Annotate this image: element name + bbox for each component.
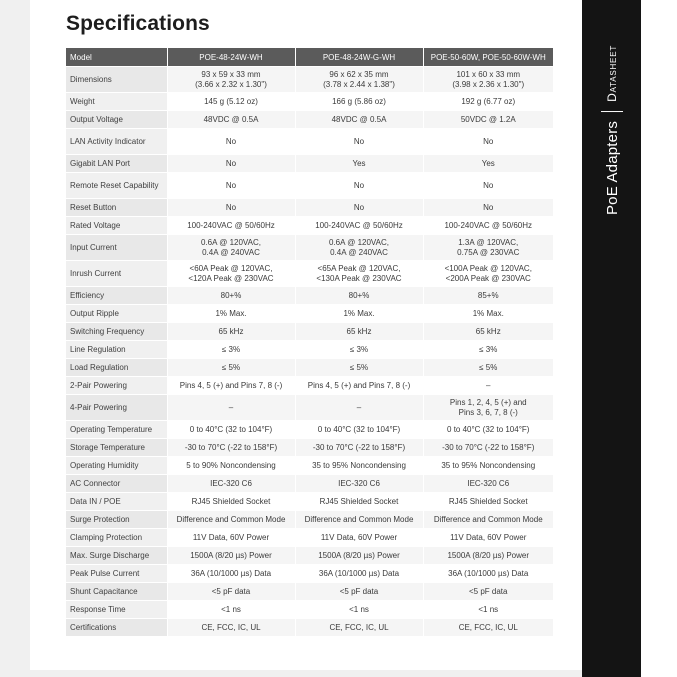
row-label: Peak Pulse Current: [66, 565, 167, 583]
cell-text: 65 kHz: [346, 326, 372, 336]
cell-text: 101 x 60 x 33 mm: [456, 69, 521, 79]
table-cell: [295, 359, 423, 377]
cell-text: No: [483, 202, 494, 212]
cell-text: No: [353, 202, 365, 212]
table-cell: [423, 155, 553, 173]
cell-text: No: [483, 136, 494, 146]
table-cell: [167, 305, 295, 323]
table-row: [66, 235, 553, 261]
cell-text: ≤ 3%: [479, 344, 498, 354]
table-cell: [167, 173, 295, 199]
table-row: [66, 261, 553, 287]
row-label: LAN Activity Indicator: [66, 129, 167, 155]
table-row: [66, 565, 553, 583]
cell-text: 0 to 40°C (32 to 104°F): [447, 424, 530, 434]
header-poe-48-24w-wh: POE-48-24W-WH: [167, 48, 295, 67]
table-cell: [167, 529, 295, 547]
row-label: Operating Temperature: [66, 421, 167, 439]
cell-text: No: [353, 136, 365, 146]
table-row: [66, 493, 553, 511]
cell-text: 166 g (5.86 oz): [332, 96, 386, 106]
cell-text: –: [356, 402, 362, 412]
table-cell: [423, 359, 553, 377]
table-cell: [295, 261, 423, 287]
sidebar-product-name: PoE Adapters: [603, 120, 621, 216]
cell-text: RJ45 Shielded Socket: [448, 496, 528, 506]
table-cell: [167, 217, 295, 235]
table-cell: [423, 341, 553, 359]
cell-text: Yes: [481, 158, 495, 168]
cell-text: Pins 4, 5 (+) and Pins 7, 8 (-): [179, 380, 283, 390]
header-model: Model: [66, 48, 167, 67]
table-cell: [423, 565, 553, 583]
table-cell: [295, 619, 423, 637]
table-row: [66, 421, 553, 439]
cell-text: 0.75A @ 230VAC: [457, 247, 520, 257]
cell-text: Difference and Common Mode: [433, 514, 543, 524]
table-cell: [167, 457, 295, 475]
table-cell: [167, 287, 295, 305]
table-row: [66, 111, 553, 129]
table-cell: [423, 173, 553, 199]
table-cell: [423, 93, 553, 111]
sidebar-divider: [601, 111, 623, 112]
cell-text: 100-240VAC @ 50/60Hz: [315, 220, 403, 230]
table-cell: [167, 323, 295, 341]
cell-text: 100-240VAC @ 50/60Hz: [187, 220, 275, 230]
row-label: Dimensions: [66, 67, 167, 93]
table-cell: [423, 529, 553, 547]
table-cell: [167, 547, 295, 565]
table-cell: [295, 67, 423, 93]
table-cell: [295, 305, 423, 323]
table-cell: [167, 129, 295, 155]
cell-text: 0.4A @ 240VAC: [202, 247, 260, 257]
table-cell: [295, 341, 423, 359]
table-cell: [167, 439, 295, 457]
cell-text: 5 to 90% Noncondensing: [186, 460, 276, 470]
row-label: Max. Surge Discharge: [66, 547, 167, 565]
table-row: [66, 287, 553, 305]
row-label: Clamping Protection: [66, 529, 167, 547]
header-poe-48-24w-g-wh: POE-48-24W-G-WH: [295, 48, 423, 67]
table-cell: [423, 395, 553, 421]
cell-text: IEC-320 C6: [467, 478, 510, 488]
table-cell: [167, 421, 295, 439]
cell-text: Pins 3, 6, 7, 8 (-): [458, 407, 518, 417]
row-label: Remote Reset Capability: [66, 173, 167, 199]
table-row: [66, 395, 553, 421]
row-label: Response Time: [66, 601, 167, 619]
cell-text: –: [486, 380, 491, 390]
table-cell: [167, 199, 295, 217]
table-cell: [423, 261, 553, 287]
row-label: Certifications: [66, 619, 167, 637]
cell-text: Difference and Common Mode: [304, 514, 414, 524]
table-cell: [423, 377, 553, 395]
row-label: Line Regulation: [66, 341, 167, 359]
cell-text: -30 to 70°C (-22 to 158°F): [312, 442, 406, 452]
table-cell: [423, 601, 553, 619]
table-cell: [167, 395, 295, 421]
table-header-row: [66, 48, 553, 67]
table-cell: [295, 529, 423, 547]
table-cell: [295, 173, 423, 199]
cell-text: No: [353, 180, 365, 190]
cell-text: 50VDC @ 1.2A: [460, 114, 516, 124]
cell-text: CE, FCC, IC, UL: [201, 622, 261, 632]
table-cell: [295, 129, 423, 155]
cell-text: CE, FCC, IC, UL: [329, 622, 389, 632]
cell-text: 65 kHz: [475, 326, 501, 336]
cell-text: 80+%: [220, 290, 242, 300]
table-row: [66, 155, 553, 173]
cell-text: ≤ 3%: [221, 344, 241, 354]
table-cell: [423, 287, 553, 305]
row-label: Output Voltage: [66, 111, 167, 129]
table-row: [66, 129, 553, 155]
cell-text: <100A Peak @ 120VAC,: [444, 263, 532, 273]
cell-text: <5 pF data: [211, 586, 251, 596]
table-cell: [423, 475, 553, 493]
table-row: [66, 583, 553, 601]
table-cell: [167, 565, 295, 583]
cell-text: No: [483, 180, 494, 190]
table-row: [66, 457, 553, 475]
page-margin-left: [0, 0, 30, 677]
cell-text: 0 to 40°C (32 to 104°F): [189, 424, 273, 434]
table-cell: [167, 601, 295, 619]
table-row: [66, 511, 553, 529]
cell-text: Pins 1, 2, 4, 5 (+) and: [449, 397, 527, 407]
cell-text: 35 to 95% Noncondensing: [312, 460, 406, 470]
table-cell: [423, 67, 553, 93]
cell-text: CE, FCC, IC, UL: [458, 622, 518, 632]
row-label: Efficiency: [66, 287, 167, 305]
row-label: AC Connector: [66, 475, 167, 493]
table-row: [66, 529, 553, 547]
cell-text: –: [228, 402, 234, 412]
cell-text: Yes: [352, 158, 366, 168]
table-cell: [295, 601, 423, 619]
row-label: Shunt Capacitance: [66, 583, 167, 601]
table-cell: [295, 377, 423, 395]
table-cell: [167, 377, 295, 395]
table-cell: [295, 493, 423, 511]
table-cell: [423, 583, 553, 601]
table-cell: [423, 235, 553, 261]
cell-text: (3.78 x 2.44 x 1.38"): [323, 79, 395, 89]
table-cell: [295, 583, 423, 601]
row-label: Switching Frequency: [66, 323, 167, 341]
cell-text: 0.6A @ 120VAC,: [328, 237, 389, 247]
table-cell: [295, 565, 423, 583]
cell-text: ≤ 3%: [349, 344, 369, 354]
table-cell: [167, 261, 295, 287]
table-cell: [423, 511, 553, 529]
table-cell: [295, 457, 423, 475]
row-label: Data IN / POE: [66, 493, 167, 511]
cell-text: 1500A (8/20 µs) Power: [447, 550, 530, 560]
table-cell: [423, 457, 553, 475]
table-cell: [295, 199, 423, 217]
cell-text: 1.3A @ 120VAC,: [458, 237, 519, 247]
header-poe-50-60w: POE-50-60W, POE-50-60W-WH: [423, 48, 553, 67]
table-row: [66, 601, 553, 619]
table-cell: [423, 547, 553, 565]
row-label: 2-Pair Powering: [66, 377, 167, 395]
table-cell: [295, 235, 423, 261]
row-label: Gigabit LAN Port: [66, 155, 167, 173]
table-cell: [167, 359, 295, 377]
cell-text: 0.4A @ 240VAC: [330, 247, 388, 257]
cell-text: <5 pF data: [339, 586, 379, 596]
table-cell: [423, 111, 553, 129]
cell-text: 65 kHz: [218, 326, 244, 336]
cell-text: 48VDC @ 0.5A: [331, 114, 387, 124]
row-label: Reset Button: [66, 199, 167, 217]
cell-text: No: [225, 202, 237, 212]
table-cell: [295, 439, 423, 457]
table-cell: [295, 395, 423, 421]
cell-text: <60A Peak @ 120VAC,: [189, 263, 273, 273]
page-margin-bottom: [0, 670, 677, 677]
cell-text: <200A Peak @ 230VAC: [445, 273, 531, 283]
table-cell: [295, 421, 423, 439]
table-row: [66, 547, 553, 565]
cell-text: No: [225, 136, 237, 146]
table-cell: [167, 111, 295, 129]
cell-text: RJ45 Shielded Socket: [191, 496, 271, 506]
row-label: Input Current: [66, 235, 167, 261]
cell-text: <1 ns: [478, 604, 499, 614]
cell-text: 80+%: [348, 290, 370, 300]
cell-text: ≤ 5%: [479, 362, 498, 372]
cell-text: (3.98 x 2.36 x 1.30"): [452, 79, 525, 89]
table-row: [66, 93, 553, 111]
sidebar-doc-type: Datasheet: [605, 44, 619, 102]
cell-text: 11V Data, 60V Power: [320, 532, 398, 542]
table-row: [66, 359, 553, 377]
cell-text: 1% Max.: [215, 308, 247, 318]
row-label: Weight: [66, 93, 167, 111]
cell-text: ≤ 5%: [349, 362, 369, 372]
cell-text: RJ45 Shielded Socket: [319, 496, 399, 506]
table-row: [66, 341, 553, 359]
table-cell: [295, 323, 423, 341]
table-cell: [423, 199, 553, 217]
cell-text: 35 to 95% Noncondensing: [441, 460, 536, 470]
cell-text: 36A (10/1000 µs) Data: [448, 568, 529, 578]
table-row: [66, 323, 553, 341]
row-label: Output Ripple: [66, 305, 167, 323]
table-cell: [423, 305, 553, 323]
cell-text: No: [225, 158, 237, 168]
row-label: Inrush Current: [66, 261, 167, 287]
table-row: [66, 199, 553, 217]
cell-text: <1 ns: [221, 604, 241, 614]
table-cell: [295, 547, 423, 565]
page-margin-right: [641, 0, 677, 677]
table-row: [66, 377, 553, 395]
table-row: [66, 173, 553, 199]
table-row: [66, 305, 553, 323]
row-label: 4-Pair Powering: [66, 395, 167, 421]
table-cell: [167, 235, 295, 261]
cell-text: ≤ 5%: [221, 362, 241, 372]
table-cell: [295, 93, 423, 111]
cell-text: 0.6A @ 120VAC,: [200, 237, 261, 247]
table-cell: [423, 439, 553, 457]
table-cell: [167, 155, 295, 173]
table-cell: [167, 493, 295, 511]
table-cell: [167, 475, 295, 493]
cell-text: 145 g (5.12 oz): [204, 96, 258, 106]
table-cell: [295, 475, 423, 493]
table-row: [66, 67, 553, 93]
row-label: Rated Voltage: [66, 217, 167, 235]
table-cell: [423, 493, 553, 511]
table-cell: [295, 511, 423, 529]
cell-text: -30 to 70°C (-22 to 158°F): [184, 442, 278, 452]
table-cell: [295, 217, 423, 235]
cell-text: IEC-320 C6: [210, 478, 252, 488]
row-label: Operating Humidity: [66, 457, 167, 475]
cell-text: 1% Max.: [343, 308, 375, 318]
cell-text: 1% Max.: [472, 308, 504, 318]
cell-text: 192 g (6.77 oz): [461, 96, 516, 106]
table-cell: [423, 421, 553, 439]
table-row: [66, 217, 553, 235]
table-cell: [423, 323, 553, 341]
cell-text: 1500A (8/20 µs) Power: [318, 550, 400, 560]
cell-text: <5 pF data: [469, 586, 508, 596]
table-cell: [167, 583, 295, 601]
table-row: [66, 475, 553, 493]
cell-text: 96 x 62 x 35 mm: [329, 69, 389, 79]
row-label: Load Regulation: [66, 359, 167, 377]
cell-text: (3.66 x 2.32 x 1.30"): [195, 79, 267, 89]
table-cell: [295, 111, 423, 129]
cell-text: 36A (10/1000 µs) Data: [318, 568, 400, 578]
table-cell: [167, 67, 295, 93]
table-cell: [167, 619, 295, 637]
cell-text: <1 ns: [349, 604, 369, 614]
table-cell: [167, 341, 295, 359]
cell-text: <130A Peak @ 230VAC: [316, 273, 402, 283]
table-cell: [167, 93, 295, 111]
row-label: Surge Protection: [66, 511, 167, 529]
row-label: Storage Temperature: [66, 439, 167, 457]
cell-text: 48VDC @ 0.5A: [203, 114, 259, 124]
cell-text: IEC-320 C6: [338, 478, 380, 488]
table-row: [66, 439, 553, 457]
cell-text: 11V Data, 60V Power: [450, 532, 527, 542]
cell-text: <65A Peak @ 120VAC,: [317, 263, 401, 273]
cell-text: No: [225, 180, 237, 190]
cell-text: -30 to 70°C (-22 to 158°F): [442, 442, 535, 452]
table-cell: [167, 511, 295, 529]
cell-text: 100-240VAC @ 50/60Hz: [444, 220, 533, 230]
cell-text: 93 x 59 x 33 mm: [201, 69, 261, 79]
specifications-table: [66, 48, 553, 636]
cell-text: Pins 4, 5 (+) and Pins 7, 8 (-): [307, 380, 411, 390]
cell-text: 1500A (8/20 µs) Power: [190, 550, 272, 560]
table-cell: [423, 129, 553, 155]
table-cell: [423, 619, 553, 637]
page-title: Specifications: [66, 12, 210, 35]
cell-text: <120A Peak @ 230VAC: [188, 273, 274, 283]
table-row: [66, 619, 553, 637]
cell-text: 36A (10/1000 µs) Data: [190, 568, 272, 578]
cell-text: 11V Data, 60V Power: [192, 532, 270, 542]
cell-text: 85+%: [477, 290, 499, 300]
table-cell: [295, 287, 423, 305]
cell-text: Difference and Common Mode: [176, 514, 286, 524]
table-body: [66, 67, 553, 637]
cell-text: 0 to 40°C (32 to 104°F): [317, 424, 401, 434]
table-cell: [295, 155, 423, 173]
table-cell: [423, 217, 553, 235]
